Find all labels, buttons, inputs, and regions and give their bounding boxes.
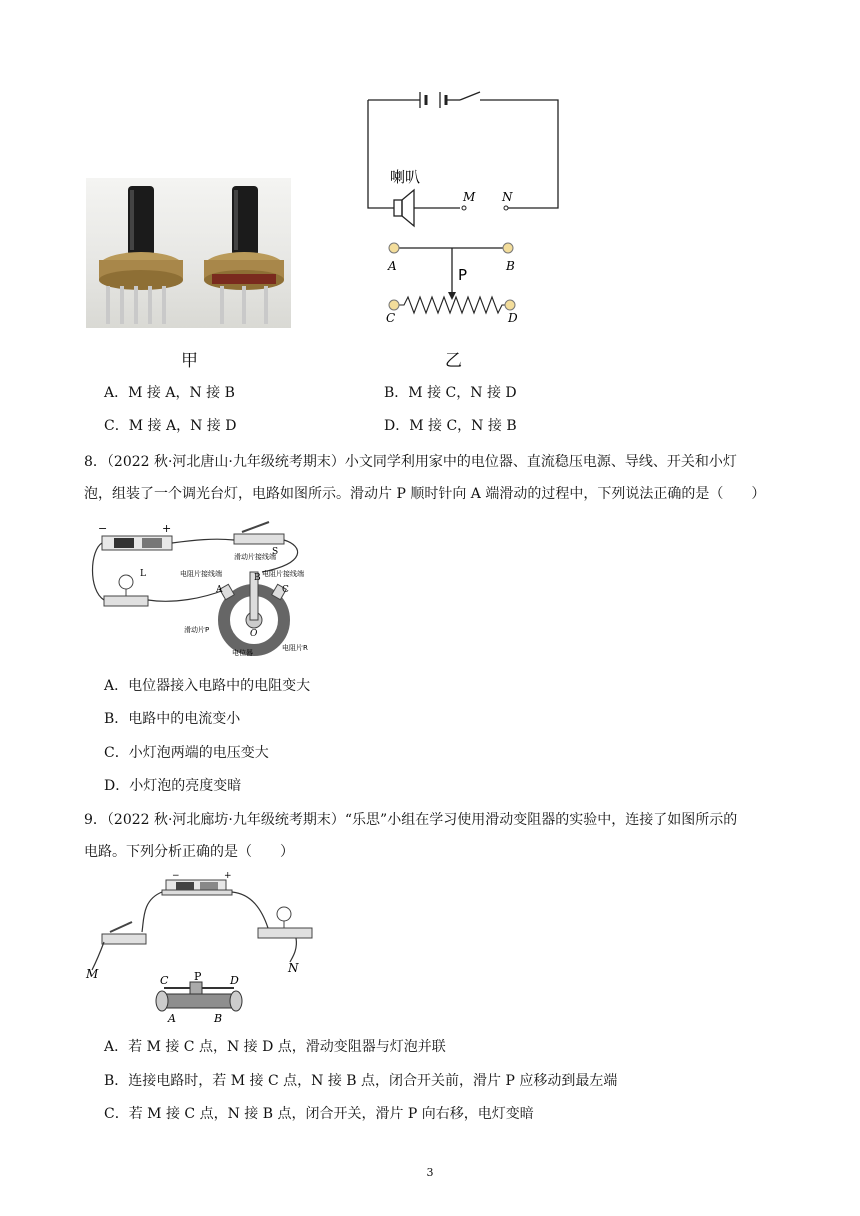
terminal-M: M: [463, 190, 476, 204]
battery-minus: −: [98, 522, 108, 535]
q9-slider-P: P: [194, 970, 202, 983]
potentiometer-photo-drawing: [86, 178, 291, 328]
speaker-label: 喇叭: [390, 168, 421, 186]
pot-terminal-C: C: [282, 585, 289, 595]
q8-option-a: A．电位器接入电路中的电阻变大: [104, 678, 311, 694]
q9-stem-line1: 9．（2022 秋·河北廊坊·九年级统考期末）“乐思”小组在学习使用滑动变阻器的实验中，连接了如图所示的: [84, 812, 738, 828]
rheostat-circuit-figure: [82, 870, 332, 1030]
speaker-circuit-diagram: [360, 90, 620, 330]
page-number: 3: [426, 1166, 434, 1179]
q9-stem-line2: 电路。下列分析正确的是（ ）: [84, 844, 294, 860]
q9-option-a: A．若 M 接 C 点，N 接 D 点，滑动变阻器与灯泡并联: [104, 1039, 446, 1055]
q8-stem-line1: 8．（2022 秋·河北唐山·九年级统考期末）小文同学利用家中的电位器、直流稳压电源、导线、开关和小灯: [84, 454, 737, 470]
terminal-A: A: [388, 259, 397, 273]
slider-P: P: [458, 266, 468, 284]
slider-p-label: 滑动片P: [184, 626, 210, 634]
res-terminal-right-label: 电阻片接线端: [262, 570, 304, 578]
q9-option-b: B．连接电路时，若 M 接 C 点，N 接 B 点，闭合开关前，滑片 P 应移动到最左端: [104, 1073, 618, 1089]
lamp-L: L: [140, 569, 146, 579]
q7-option-c: C．M 接 A，N 接 D: [104, 418, 237, 434]
slider-terminal-label: 滑动片接线端: [234, 553, 276, 561]
res-terminal-left-label: 电阻片接线端: [180, 570, 222, 578]
pot-terminal-B: B: [254, 573, 261, 583]
q9-wire-N: N: [288, 961, 299, 975]
potentiometer-label: 电位器: [232, 649, 253, 657]
q9-stem: [84, 804, 784, 868]
q8-option-d: D．小灯泡的亮度变暗: [104, 778, 242, 794]
caption-jia: 甲: [181, 351, 198, 371]
caption-yi: 乙: [445, 351, 462, 371]
q9-battery-plus: +: [224, 871, 232, 881]
q9-battery-minus: −: [172, 871, 180, 881]
pot-center-O: O: [250, 629, 258, 639]
switch-S: S: [272, 547, 279, 557]
q9-terminal-B: B: [214, 1012, 223, 1025]
terminal-N: N: [502, 190, 513, 204]
terminal-C: C: [386, 311, 396, 325]
q7-option-d: D．M 接 C，N 接 B: [384, 418, 517, 434]
dimmer-circuit-figure: [84, 520, 324, 660]
potentiometer-photo: [86, 178, 291, 328]
q8-option-b: B．电路中的电流变小: [104, 711, 241, 727]
pot-terminal-A: A: [216, 585, 223, 595]
battery-plus: +: [162, 522, 172, 535]
q9-terminal-A: A: [168, 1012, 176, 1025]
terminal-B: B: [506, 259, 515, 273]
q8-stem: [84, 446, 784, 510]
q9-wire-M: M: [86, 967, 99, 981]
q7-option-a: A．M 接 A，N 接 B: [104, 385, 235, 401]
q9-terminal-C: C: [160, 974, 169, 987]
terminal-D: D: [508, 311, 518, 325]
resistor-r-label: 电阻片R: [282, 644, 308, 652]
q7-option-b: B．M 接 C，N 接 D: [384, 385, 517, 401]
q9-terminal-D: D: [230, 974, 239, 987]
q9-option-c: C．若 M 接 C 点，N 接 B 点，闭合开关，滑片 P 向右移，电灯变暗: [104, 1106, 534, 1122]
q8-option-c: C．小灯泡两端的电压变大: [104, 745, 269, 761]
q8-stem-line2: 泡，组装了一个调光台灯，电路如图所示。滑动片 P 顺时针向 A 端滑动的过程中，下列说法正确的是（ ）: [84, 486, 766, 502]
